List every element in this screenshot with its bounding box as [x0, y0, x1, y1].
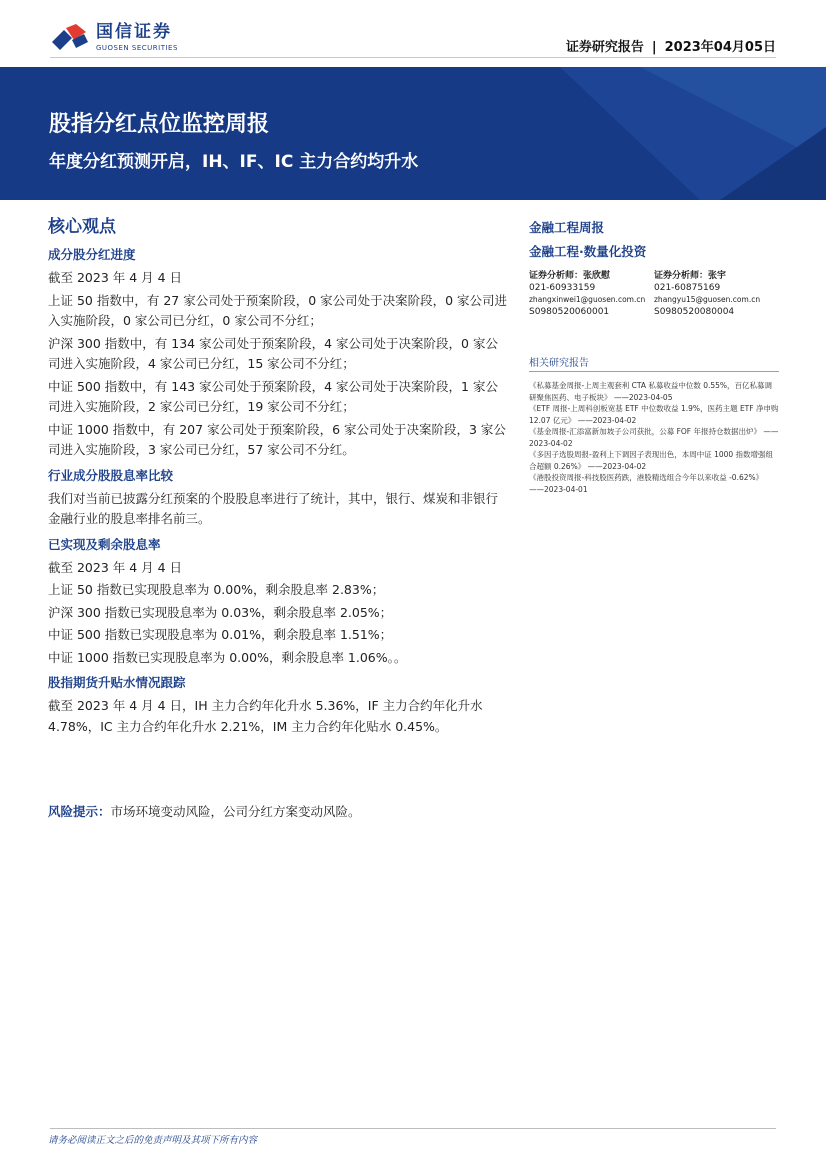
related-reports-title: 相关研究报告 — [529, 354, 779, 372]
guosen-logo-icon — [50, 22, 90, 54]
report-type: 证券研究报告 — [565, 40, 644, 55]
meta-separator: | — [651, 40, 657, 55]
paragraph: 上证 50 指数已实现股息率为 0.00%，剩余股息率 2.83%； — [48, 582, 385, 597]
risk-label: 风险提示： — [48, 804, 111, 819]
paragraph: 截至 2023 年 4 月 4 日 — [48, 559, 183, 575]
analyst-list — [529, 270, 779, 318]
risk-warning — [48, 802, 361, 820]
paragraph: 截至 2023 年 4 月 4 日 — [48, 270, 183, 285]
analyst-name: 证券分析师：张宇 — [654, 271, 727, 281]
analyst-card — [529, 270, 654, 318]
analyst-phone: 021-60875169 — [654, 283, 721, 293]
related-report-link[interactable]: 《港股投资周报-科技股医药跌，港股精选组合今年以来收益 -0.62%》 ——2023-04-01 — [529, 473, 764, 494]
section-heading-futures-basis: 股指期货升贴水情况跟踪 — [48, 675, 186, 690]
report-category: 金融工程周报 — [529, 220, 605, 235]
footer-divider — [50, 1128, 776, 1129]
paragraph: 中证 1000 指数已实现股息率为 0.00%，剩余股息率 1.06%。。 — [48, 649, 407, 665]
section-heading-realized-yield: 已实现及剩余股息率 — [48, 536, 161, 552]
report-meta — [566, 36, 776, 55]
report-date: 2023年04月05日 — [664, 40, 776, 55]
risk-text: 市场环境变动风险，公司分红方案变动风险。 — [110, 804, 361, 819]
footer-disclaimer: 请务必阅读正文之后的免责声明及其项下所有内容 — [48, 1135, 258, 1146]
related-report-link[interactable]: 《私募基金周报-上周主观套利 CTA 私募收益中位数 0.55%，百亿私募调研聚焦医药、电子板块》 ——2023-04-05 — [529, 381, 773, 402]
report-title: 股指分红点位监控周报 — [49, 112, 270, 137]
analyst-phone: 021-60933159 — [529, 283, 596, 293]
report-subcategory: 金融工程·数量化投资 — [529, 244, 647, 259]
page-header — [0, 0, 826, 67]
section-heading-dividend-progress: 成分股分红进度 — [48, 247, 136, 262]
title-banner — [0, 67, 826, 200]
analyst-email[interactable]: zhangxinwei1@guosen.com.cn — [529, 295, 646, 304]
analyst-card — [654, 270, 779, 318]
related-report-link[interactable]: 《ETF 周报-上周科创板宽基 ETF 中位数收益 1.9%，医药主题 ETF 净申购 12.07 亿元》 ——2023-04-02 — [529, 404, 779, 425]
paragraph: 沪深 300 指数中，有 134 家公司处于预案阶段，4 家公司处于决案阶段，0 家公司进入实施阶段，4 家公司已分红，15 家公司不分红； — [48, 335, 498, 371]
paragraph: 中证 500 指数中，有 143 家公司处于预案阶段，4 家公司处于决案阶段，1 家公司进入实施阶段，2 家公司已分红，19 家公司不分红； — [48, 378, 498, 414]
core-viewpoints — [48, 212, 510, 737]
section-heading-industry-yield: 行业成分股股息率比较 — [48, 467, 174, 483]
analyst-cert: S0980520060001 — [529, 307, 610, 317]
paragraph: 截至 2023 年 4 月 4 日，IH 主力合约年化升水 5.36%，IF 主力合约年化升水 4.78%，IC 主力合约年化升水 2.21%，IM 主力合约年化贴水 0.45%。 — [48, 698, 483, 734]
analyst-cert: S0980520080004 — [654, 307, 735, 317]
logo-english-name: GUOSEN SECURITIES — [96, 44, 178, 52]
related-report-link[interactable]: 《基金周报-汇添富新加坡子公司获批，公募 FOF 年报持仓数据出炉》 ——2023-04-02 — [529, 427, 779, 448]
header-divider — [50, 57, 776, 58]
paragraph: 沪深 300 指数已实现股息率为 0.03%，剩余股息率 2.05%； — [48, 604, 393, 620]
related-reports-list — [529, 380, 779, 495]
core-viewpoints-title: 核心观点 — [48, 217, 116, 237]
logo-chinese-name: 国信证券 — [96, 22, 172, 42]
paragraph: 中证 1000 指数中，有 207 家公司处于预案阶段，6 家公司处于决案阶段，3 家公司进入实施阶段，3 家公司已分红，57 家公司不分红。 — [48, 421, 506, 457]
paragraph: 上证 50 指数中，有 27 家公司处于预案阶段，0 家公司处于决案阶段，0 家公司进入实施阶段，0 家公司已分红，0 家公司不分红； — [48, 292, 508, 328]
guosen-logo — [50, 22, 178, 54]
analyst-email[interactable]: zhangyu15@guosen.com.cn — [654, 295, 761, 304]
report-subtitle: 年度分红预测开启，IH、IF、IC 主力合约均升水 — [49, 152, 419, 172]
paragraph: 我们对当前已披露分红预案的个股股息率进行了统计，其中，银行、煤炭和非银行金融行业的股息率排名前三。 — [48, 490, 499, 526]
paragraph: 中证 500 指数已实现股息率为 0.01%，剩余股息率 1.51%； — [48, 627, 393, 642]
sidebar — [529, 218, 779, 495]
analyst-name: 证券分析师：张欣慰 — [529, 271, 611, 281]
related-report-link[interactable]: 《多因子选股周报-盈利上下调因子表现出色，本周中证 1000 指数增强组合超额 0.26%》 ——2023-04-02 — [529, 450, 774, 471]
